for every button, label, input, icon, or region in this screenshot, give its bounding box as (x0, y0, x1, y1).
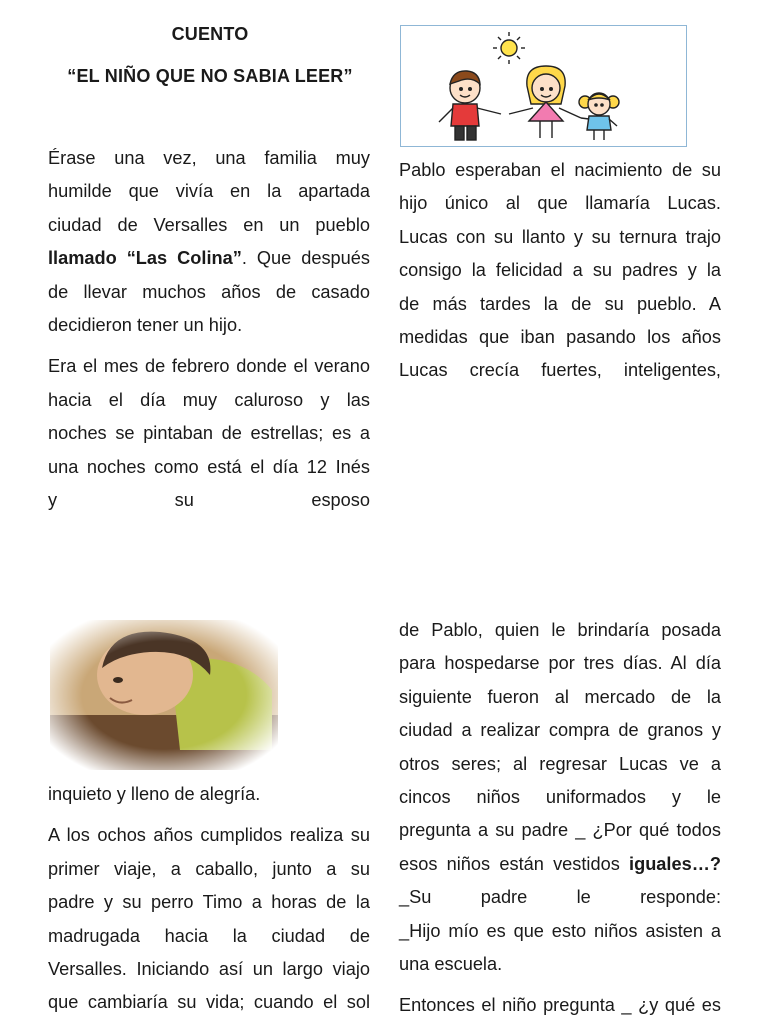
text-line (48, 242, 370, 275)
text-line: una noches como está el día 12 Inés (48, 456, 370, 477)
text-line: otros seres; al regresar Lucas ve a (399, 753, 721, 774)
boy-photo (50, 620, 278, 770)
text-line: de llevar muchos años de casado (48, 281, 370, 302)
text-line: hijo único al que llamaría Lucas. (399, 193, 721, 214)
text-line: Érase una vez, una familia muy (48, 148, 370, 168)
document-label: CUENTO (171, 24, 249, 44)
text-line: y su esposo (48, 490, 370, 511)
text-line: de Pablo, quien le brindaría posada (399, 620, 721, 640)
text-line: Entonces el niño pregunta _ ¿y qué es (399, 995, 721, 1016)
text-line: humilde que vivía en la apartada (48, 181, 370, 202)
text-line: padre y su perro Timo a horas de la (48, 892, 370, 913)
text-line: primer viaje, a caballo, junto a su (48, 858, 370, 879)
left-column-bottom (48, 778, 370, 1020)
text-line: consigo la felicidad a su padres y la (399, 260, 721, 281)
text-line: Pablo esperaban el nacimiento de su (399, 160, 721, 180)
text-line: Lucas crecía fuertes, inteligentes, (399, 360, 721, 381)
text-line: una escuela. (399, 954, 503, 975)
text-line: cincos niños uniformados y le (399, 787, 721, 808)
family-illustration (400, 25, 687, 147)
right-column-bottom (399, 614, 721, 1023)
right-column-top (399, 154, 721, 388)
text-line: Versalles. Iniciando así un largo viajo (48, 959, 370, 980)
text-line: inquieto y lleno de alegría. (48, 784, 261, 804)
bold-place-name: llamado “Las Colina” (48, 248, 242, 269)
text-line: _Su padre le responde: (399, 887, 721, 908)
text-line (399, 848, 721, 881)
text-line: Lucas con su llanto y su ternura trajo (399, 226, 721, 247)
text-span: esos niños están vestidos (399, 853, 630, 874)
text-line: hacia el día muy caluroso y las (48, 389, 370, 410)
family-holding-hands-icon (401, 26, 686, 146)
text-line: decidieron tener un hijo. (48, 315, 243, 336)
text-line: siguiente fueron al mercado de la (399, 686, 721, 707)
text-span: . Que después (241, 248, 370, 269)
text-line: madrugada hacia la ciudad de (48, 925, 370, 946)
text-line: Era el mes de febrero donde el verano (48, 356, 370, 377)
text-line: ciudad a realizar compra de granos y (399, 720, 721, 741)
boy-photo-icon (50, 620, 278, 770)
text-line: A los ochos años cumplidos realiza su (48, 825, 370, 846)
text-line: medidas que iban pasando los años (399, 327, 721, 348)
bold-word: iguales…? (629, 853, 721, 874)
sun-icon (493, 32, 525, 64)
text-line: ciudad de Versalles en un pueblo (48, 214, 370, 235)
text-line: para hospedarse por tres días. Al día (399, 653, 721, 674)
story-title: “EL NIÑO QUE NO SABIA LEER” (67, 66, 353, 86)
text-line: _Hijo mío es que esto niños asisten a (399, 920, 721, 941)
text-line: que cambiaría su vida; cuando el sol (48, 992, 370, 1013)
text-line: noches se pintaban de estrellas; es a (48, 423, 370, 444)
text-line: de más tardes la de su pueblo. A (399, 293, 721, 314)
text-line: pregunta a su padre _ ¿Por qué todos (399, 820, 721, 841)
left-column-top (48, 142, 370, 517)
